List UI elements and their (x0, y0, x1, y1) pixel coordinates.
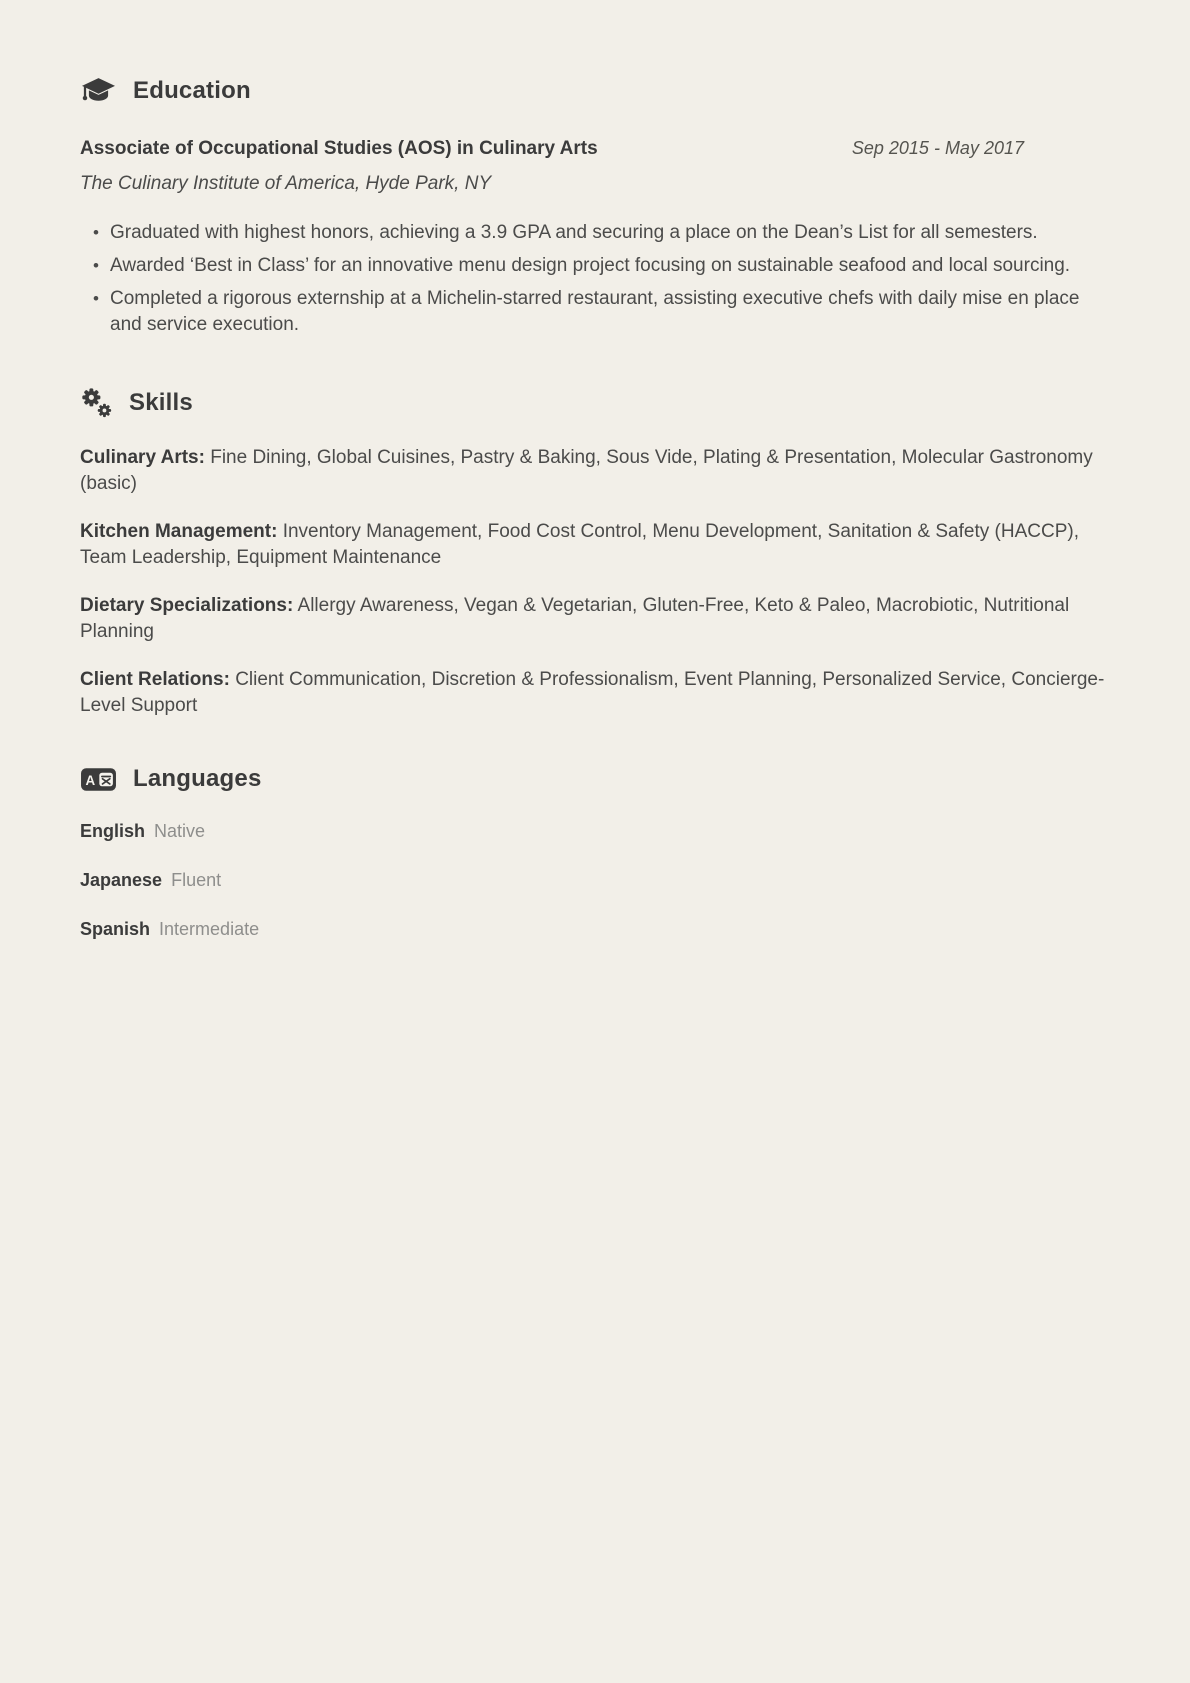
education-section-header (80, 76, 1110, 106)
skill-group-dietary-specializations (80, 593, 1110, 645)
institution-name: The Culinary Institute of America, Hyde Park, NY (80, 173, 492, 194)
skill-group-label: Client Relations: (80, 669, 230, 690)
skills-section (80, 386, 1110, 719)
degree-title: Associate of Occupational Studies (AOS) in Culinary Arts (80, 138, 598, 159)
skill-group-kitchen-management (80, 519, 1110, 571)
skill-group-culinary-arts (80, 445, 1110, 497)
skill-group-text: Allergy Awareness, Vegan & Vegetarian, Gluten-Free, Keto & Paleo, Macrobiotic, Nutritional Planning (80, 595, 1070, 642)
language-row-japanese (80, 870, 1110, 891)
languages-section (80, 765, 1110, 940)
language-level: Native (154, 821, 206, 841)
language-level: Fluent (171, 870, 222, 890)
skill-group-label: Dietary Specializations: (80, 595, 294, 616)
languages-heading: Languages (133, 765, 262, 792)
language-name: Spanish (80, 919, 151, 939)
language-row-spanish (80, 919, 1110, 940)
skill-group-text: Inventory Management, Food Cost Control, Menu Development, Sanitation & Safety (HACCP), Team Leadership, Equipment Maintenance (80, 521, 1079, 568)
languages-section-header (80, 765, 1110, 793)
education-date-range: Sep 2015 - May 2017 (851, 138, 1024, 158)
education-section (80, 76, 1110, 338)
language-level: Intermediate (159, 919, 260, 939)
skills-section-header (80, 386, 1110, 419)
skill-group-client-relations (80, 667, 1110, 719)
skill-group-text: Client Communication, Discretion & Professionalism, Event Planning, Personalized Service, Concierge-Level Support (80, 669, 1105, 716)
gears-icon (80, 386, 113, 419)
language-row-english (80, 821, 1110, 842)
education-heading: Education (133, 77, 251, 104)
education-bullet: • Awarded ‘Best in Class’ for an innovative menu design project focusing on sustainable seafood and local sourcing. (110, 253, 1110, 279)
education-entry-header (80, 138, 1110, 160)
skills-heading: Skills (129, 388, 193, 416)
education-bullet-list (80, 220, 1110, 338)
education-bullet: • Completed a rigorous externship at a Michelin-starred restaurant, assisting executive chefs with daily mise en place and service execution. (110, 286, 1110, 338)
education-bullet: • Graduated with highest honors, achieving a 3.9 GPA and securing a place on the Dean’s List for all semesters. (110, 220, 1110, 246)
graduation-cap-icon (80, 76, 117, 106)
translate-icon-letter: A (85, 772, 96, 788)
skill-group-label: Kitchen Management: (80, 521, 278, 542)
language-name: English (80, 821, 146, 841)
language-name: Japanese (80, 870, 163, 890)
skill-group-label: Culinary Arts: (80, 447, 205, 468)
skill-group-text: Fine Dining, Global Cuisines, Pastry & Baking, Sous Vide, Plating & Presentation, Molecular Gastronomy (basic) (80, 447, 1093, 494)
translate-icon (80, 766, 117, 793)
